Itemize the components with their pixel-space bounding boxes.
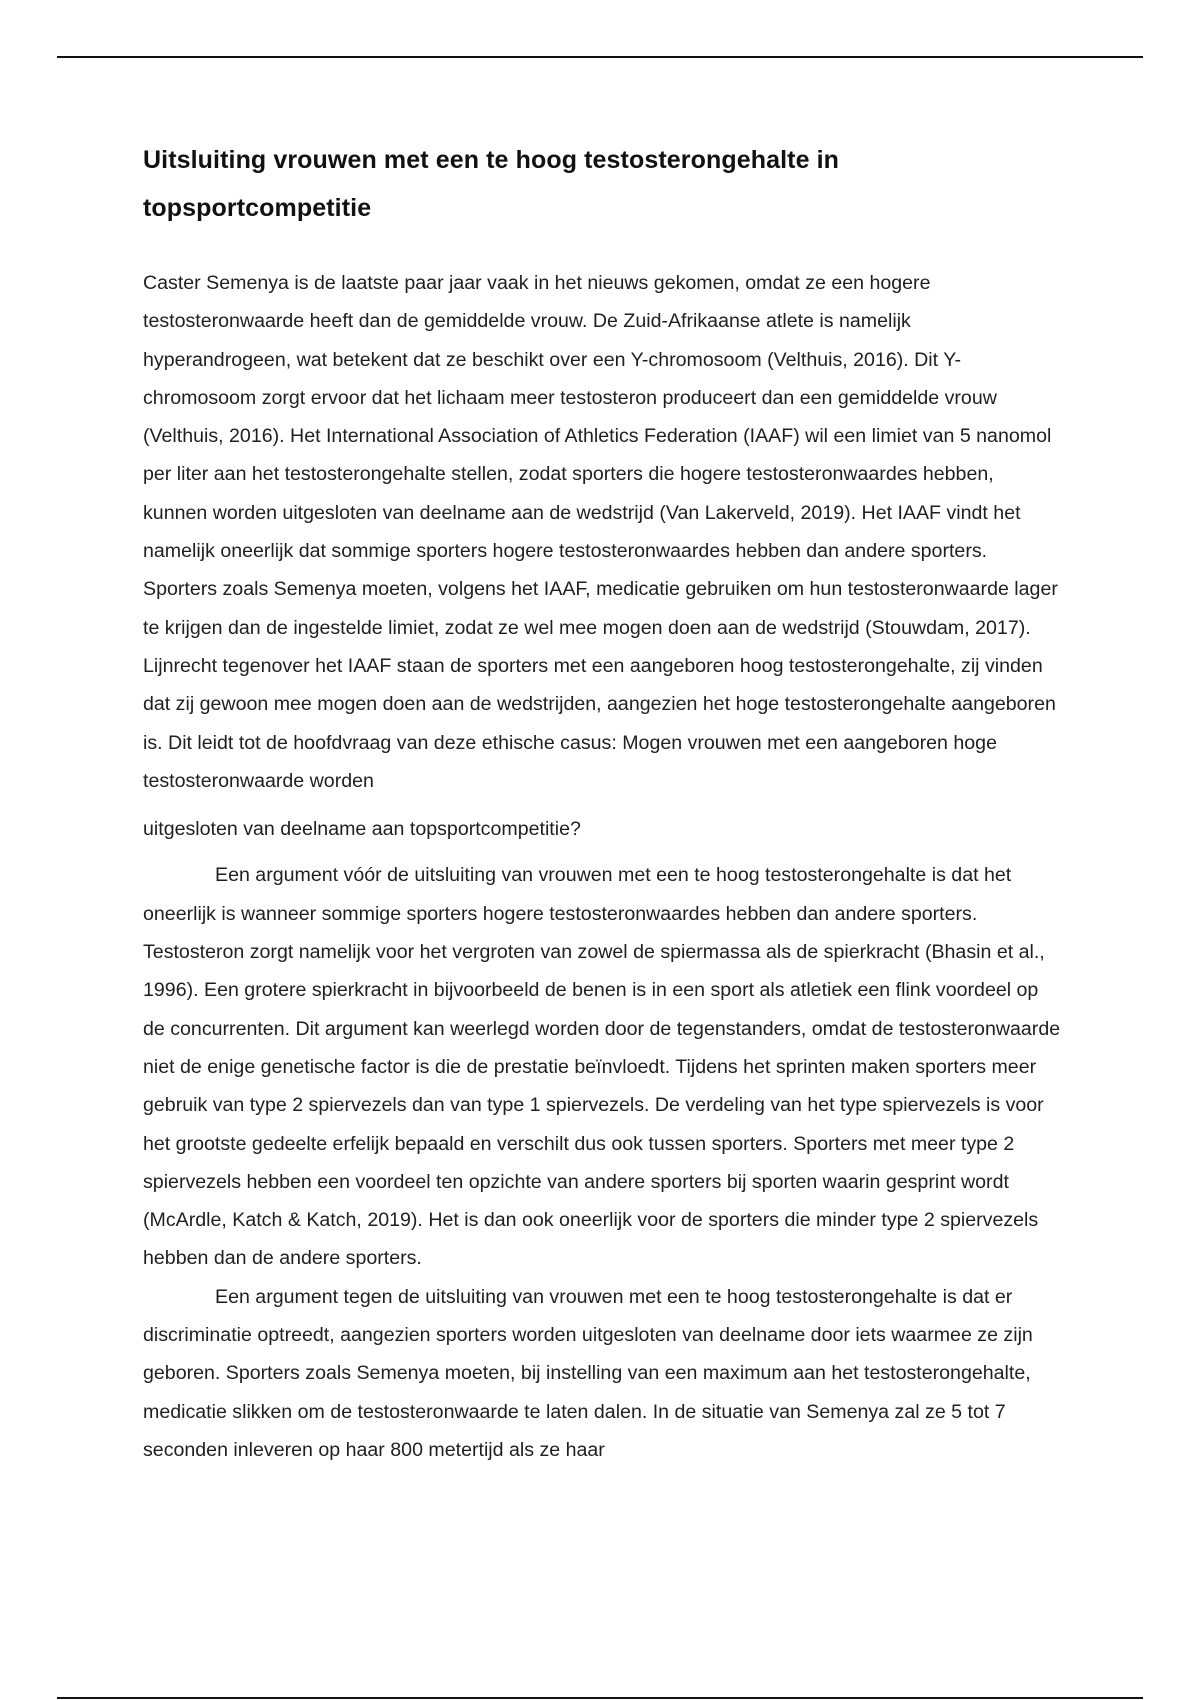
paragraph-intro-text: Caster Semenya is de laatste paar jaar vaak in het nieuws gekomen, omdat ze een hogere testosteronwaarde heeft dan de gemiddelde vrouw. De Zuid-Afrikaanse atlete is namelijk hyperandrogeen, wat betekent dat ze beschikt over een Y-chromosoom (Velthuis, 2016). Dit Y-chromosoom zorgt ervoor dat het lichaam meer testosteron produceert dan een gemiddelde vrouw (Velthuis, 2016). Het International Association of Athletics Federation (IAAF) wil een limiet van 5 nanomol per liter aan het testosterongehalte stellen, zodat sporters die hogere testosteronwaardes hebben, kunnen worden uitgesloten van deelname aan de wedstrijd (Van Lakerveld, 2019). Het IAAF vindt het namelijk oneerlijk dat sommige sporters hogere testosteronwaardes hebben dan andere sporters. Sporters zoals Semenya moeten, volgens het IAAF, medicatie gebruiken om hun testosteronwaarde lager te krijgen dan de ingestelde limiet, zodat ze wel mee mogen doen aan de wedstrijd (Stouwdam, 2017). Lijnrecht tegenover het IAAF staan de sporters met een aangeboren hoog testosterongehalte, zij vinden dat zij gewoon mee mogen doen aan de wedstrijden, aangezien het hoge testosterongehalte aangeboren is. Dit leidt tot de hoofdvraag van deze ethische casus: Mogen vrouwen met een aangeboren hoge testosteronwaarde worden [143, 272, 1058, 792]
paragraph-intro [143, 264, 1063, 848]
bottom-rule [57, 1697, 1143, 1699]
paragraph-argument-against: Een argument tegen de uitsluiting van vrouwen met een te hoog testosterongehalte is dat er discriminatie optreedt, aangezien sporters worden uitgesloten van deelname door iets waarmee ze zijn geboren. Sporters zoals Semenya moeten, bij instelling van een maximum aan het testosterongehalte, medicatie slikken om de testosteronwaarde te laten dalen. In de situatie van Semenya zal ze 5 tot 7 seconden inleveren op haar 800 metertijd als ze haar [143, 1285, 1033, 1461]
document-body [143, 136, 1063, 1469]
document-title: Uitsluiting vrouwen met een te hoog testosterongehalte in topsportcompetitie [143, 146, 840, 222]
paragraph-argument-for: Een argument vóór de uitsluiting van vrouwen met een te hoog testosterongehalte is dat het oneerlijk is wanneer sommige sporters hogere testosteronwaardes hebben dan andere sporters. Testosteron zorgt namelijk voor het vergroten van zowel de spiermassa als de spierkracht (Bhasin et al., 1996). Een grotere spierkracht in bijvoorbeeld de benen is in een sport als atletiek een flink voordeel op de concurrenten. Dit argument kan weerlegd worden door de tegenstanders, omdat de testosteronwaarde niet de enige genetische factor is die de prestatie beïnvloedt. Tijdens het sprinten maken sporters meer gebruik van type 2 spiervezels dan van type 1 spiervezels. De verdeling van het type spiervezels is voor het grootste gedeelte erfelijk bepaald en verschilt dus ook tussen sporters. Sporters met meer type 2 spiervezels hebben een voordeel ten opzichte van andere sporters bij sporten waarin gesprint wordt (McArdle, Katch & Katch, 2019). Het is dan ook oneerlijk voor de sporters die minder type 2 spiervezels hebben dan de andere sporters. [143, 864, 1061, 1270]
main-question-tail: uitgesloten van deelname aan topsportcompetitie? [143, 818, 581, 841]
top-rule [57, 56, 1143, 58]
